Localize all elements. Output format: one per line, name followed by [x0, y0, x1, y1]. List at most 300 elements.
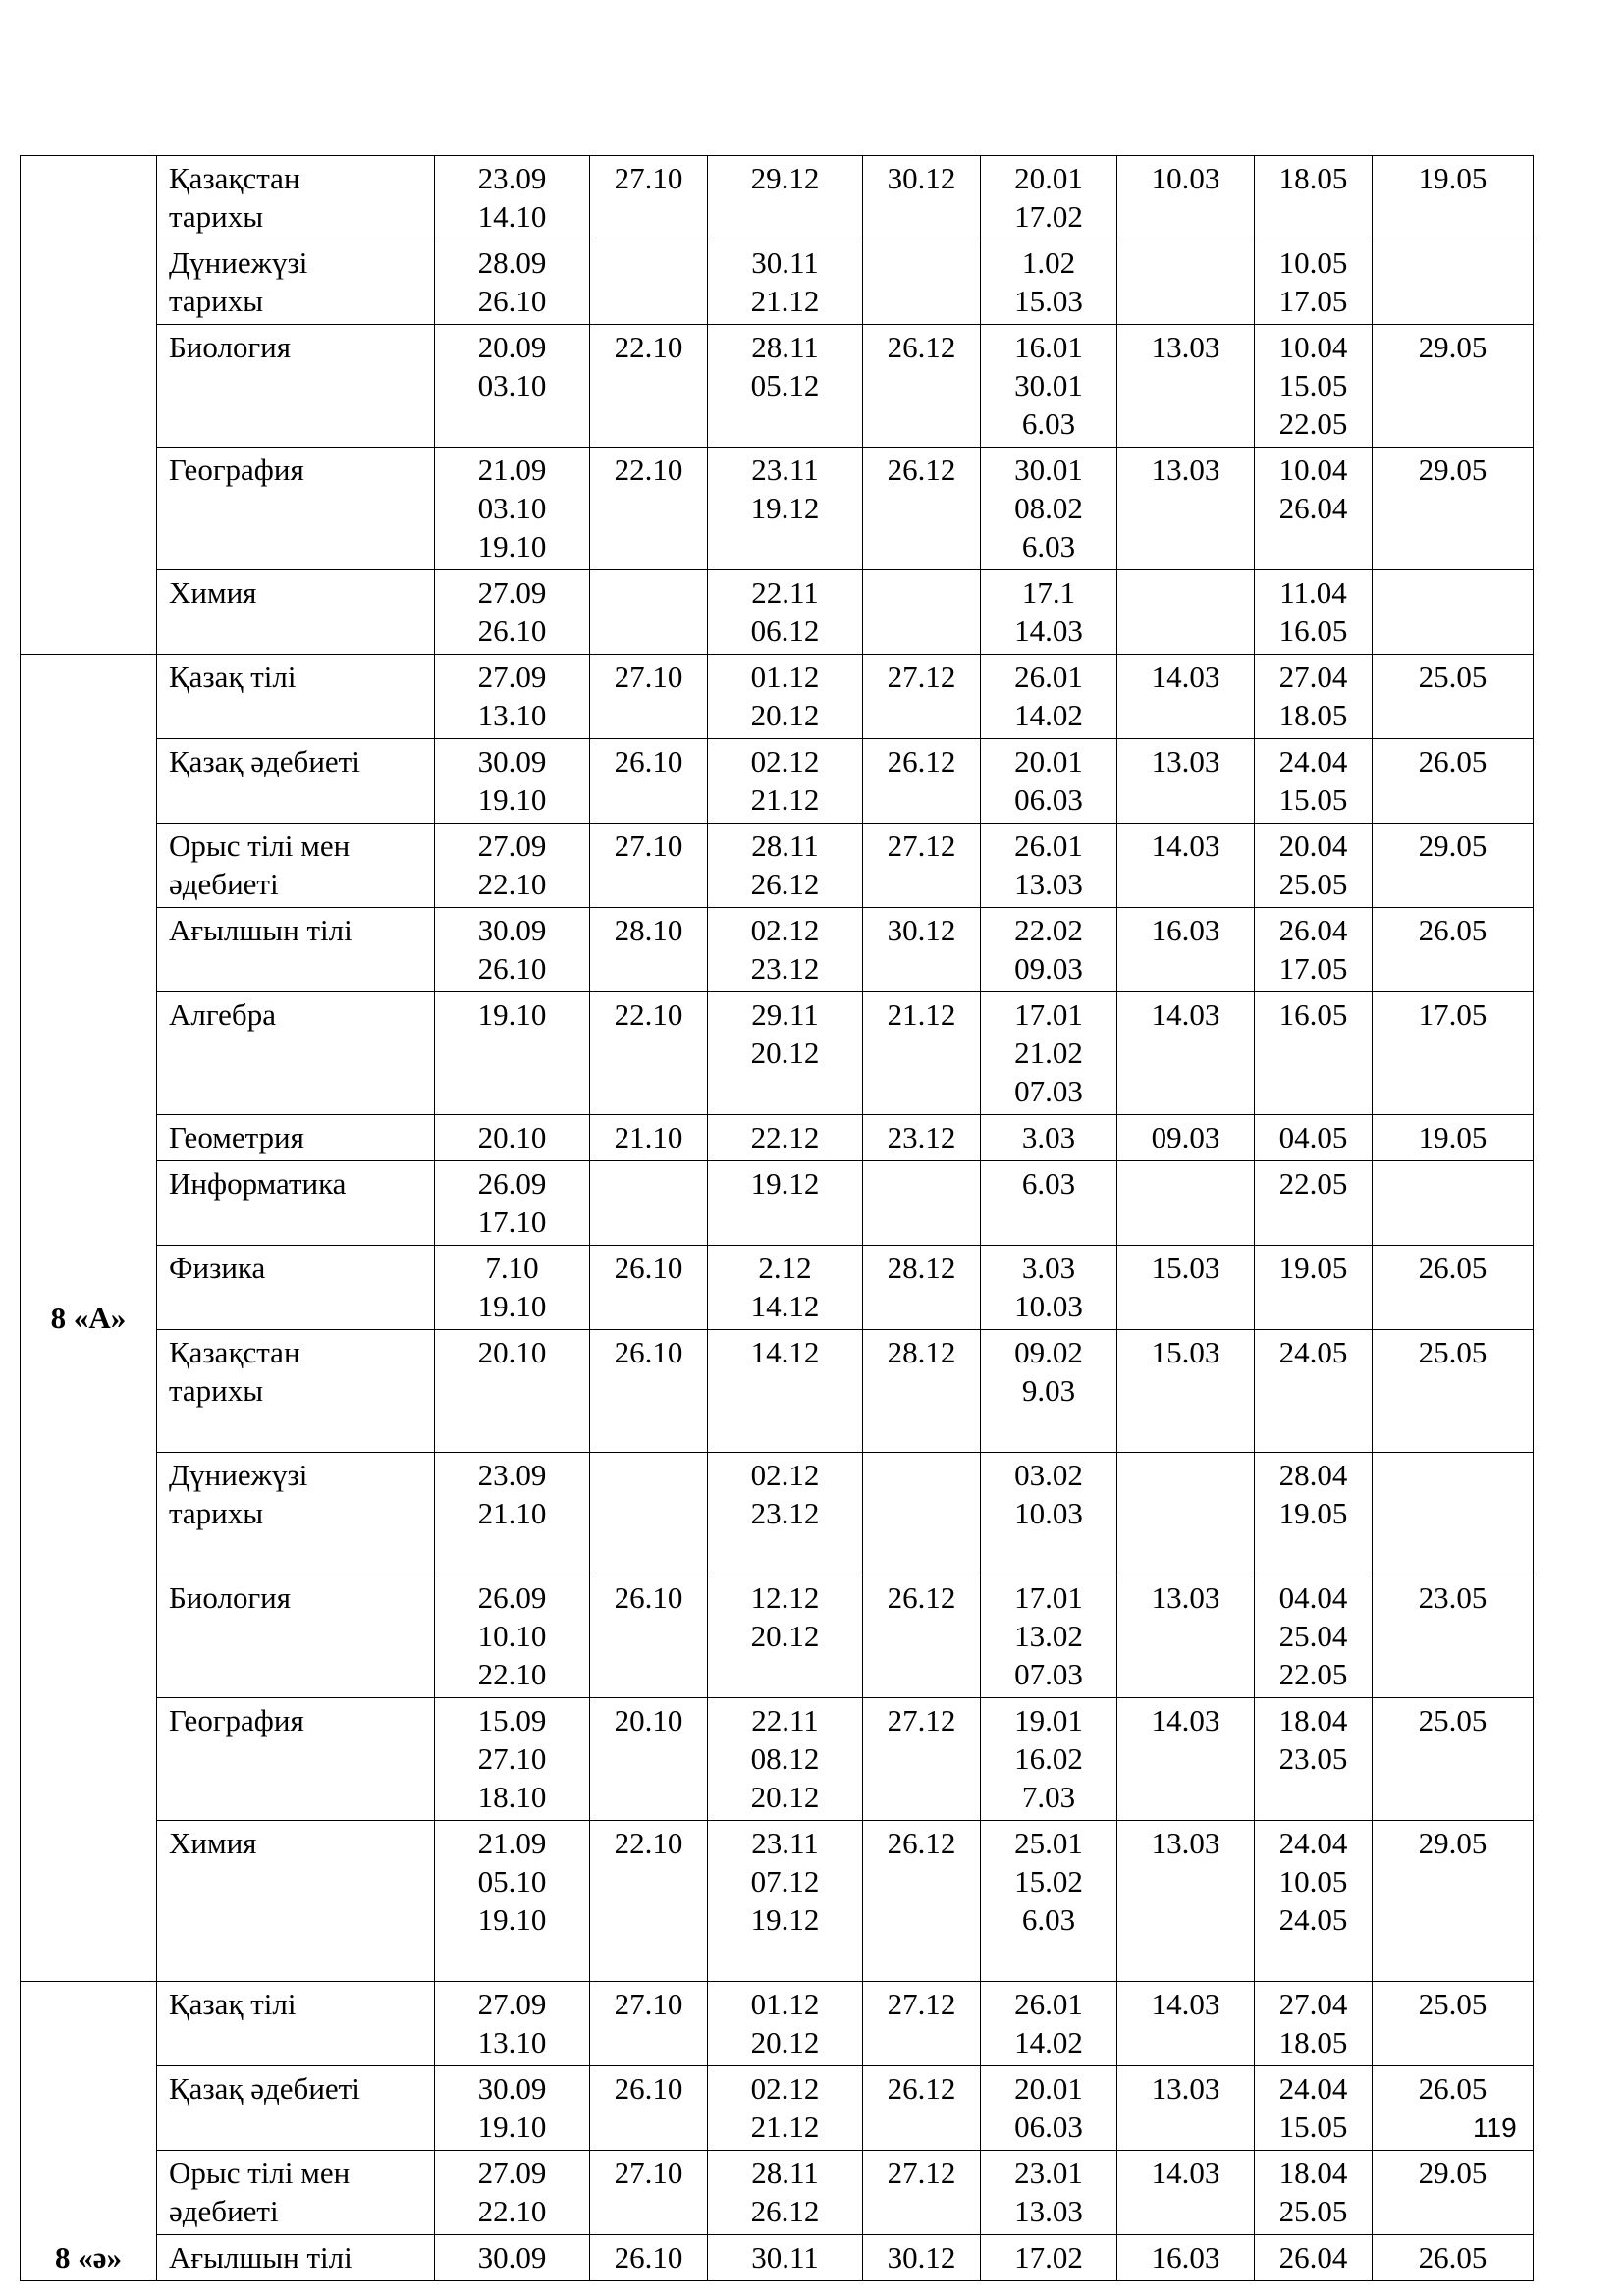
date-cell — [863, 992, 981, 1115]
date-cell — [590, 240, 708, 325]
date-cell — [590, 2066, 708, 2151]
cell-line: 20.01 — [1014, 744, 1083, 778]
cell-line: Қазақ тілі — [169, 660, 297, 694]
cell-line: 02.12 — [750, 913, 820, 947]
cell-line: 01.12 — [750, 1987, 820, 2021]
cell-line: 09.02 — [1014, 1335, 1083, 1369]
cell-line: 13.03 — [1014, 2194, 1083, 2228]
page-number: 119 — [1473, 2112, 1517, 2143]
date-cell — [708, 1115, 863, 1161]
cell-line: 13.02 — [1014, 1619, 1083, 1653]
table-row — [21, 1982, 1534, 2066]
date-cell — [1373, 1161, 1534, 1246]
date-cell — [981, 570, 1117, 655]
cell-line: 20.09 — [477, 330, 547, 364]
cell-line: 19.10 — [477, 1902, 547, 1937]
date-cell — [435, 1575, 590, 1698]
class-label-cell — [21, 1982, 157, 2281]
cell-line: 2.12 — [758, 1251, 812, 1285]
cell-line: 27.10 — [614, 828, 683, 863]
date-cell — [981, 908, 1117, 992]
date-cell — [1255, 908, 1373, 992]
cell-line: 27.09 — [477, 575, 547, 610]
cell-line: 30.09 — [477, 2240, 547, 2274]
cell-line: 16.05 — [1278, 997, 1348, 1032]
cell-line: Биология — [169, 330, 292, 364]
date-cell — [1255, 1161, 1373, 1246]
subject-cell — [157, 2151, 435, 2235]
cell-line: 22.10 — [614, 330, 683, 364]
date-cell — [590, 156, 708, 240]
cell-line: 29.11 — [751, 997, 819, 1032]
cell-line: 26.12 — [887, 744, 956, 778]
cell-line: 30.11 — [751, 245, 819, 280]
subject-cell — [157, 325, 435, 448]
cell-line: 19.05 — [1278, 1496, 1348, 1530]
date-cell — [1117, 908, 1255, 992]
subject-cell — [157, 2066, 435, 2151]
cell-line: 22.10 — [614, 453, 683, 487]
class-label-cell — [21, 156, 157, 655]
date-cell — [590, 1330, 708, 1453]
cell-line: 25.05 — [1418, 1987, 1488, 2021]
cell-line: 14.03 — [1151, 997, 1220, 1032]
date-cell — [590, 1698, 708, 1821]
cell-line: 9.03 — [1021, 1373, 1076, 1408]
cell-line: 10.04 — [1278, 453, 1348, 487]
cell-line: Физика — [169, 1251, 266, 1285]
date-cell — [708, 1982, 863, 2066]
cell-line: тарихы — [169, 1496, 264, 1530]
date-cell — [863, 2235, 981, 2281]
cell-line: 26.01 — [1014, 828, 1083, 863]
cell-line: 17.05 — [1418, 997, 1488, 1032]
cell-line: 15.03 — [1151, 1335, 1220, 1369]
date-cell — [435, 1982, 590, 2066]
date-cell — [1373, 570, 1534, 655]
cell-line: 18.05 — [1278, 161, 1348, 195]
cell-line: 26.10 — [614, 1580, 683, 1615]
date-cell — [1117, 1115, 1255, 1161]
table-row — [21, 1161, 1534, 1246]
cell-line: 20.12 — [750, 1780, 820, 1814]
date-cell — [1117, 2235, 1255, 2281]
date-cell — [435, 570, 590, 655]
date-cell — [435, 1115, 590, 1161]
date-cell — [981, 325, 1117, 448]
date-cell — [590, 1161, 708, 1246]
date-cell — [590, 325, 708, 448]
cell-line: 27.10 — [477, 1741, 547, 1776]
date-cell — [435, 1161, 590, 1246]
date-cell — [1255, 1821, 1373, 1982]
cell-line: 26.12 — [887, 330, 956, 364]
cell-line: 21.09 — [477, 1826, 547, 1860]
subject-cell — [157, 2235, 435, 2281]
cell-line: 23.05 — [1278, 1741, 1348, 1776]
date-cell — [1117, 156, 1255, 240]
cell-line: 23.12 — [750, 1496, 820, 1530]
cell-line: Геометрия — [169, 1120, 304, 1154]
cell-line: Алгебра — [169, 997, 276, 1032]
cell-line: 16.03 — [1151, 913, 1220, 947]
cell-line: 22.11 — [751, 1703, 819, 1737]
date-cell — [435, 240, 590, 325]
table-row — [21, 1575, 1534, 1698]
date-cell — [1117, 1330, 1255, 1453]
cell-line: 28.11 — [751, 2156, 819, 2190]
cell-line: 26.04 — [1278, 491, 1348, 525]
cell-line: 19.10 — [477, 529, 547, 563]
cell-line: 14.03 — [1151, 660, 1220, 694]
date-cell — [1117, 824, 1255, 908]
date-cell — [1255, 1453, 1373, 1575]
date-cell — [1373, 1982, 1534, 2066]
date-cell — [1373, 448, 1534, 570]
date-cell — [590, 908, 708, 992]
date-cell — [981, 655, 1117, 739]
cell-line: 13.03 — [1014, 867, 1083, 901]
cell-line: 08.02 — [1014, 491, 1083, 525]
cell-line: 28.11 — [751, 828, 819, 863]
date-cell — [708, 156, 863, 240]
cell-line: 23.09 — [477, 1458, 547, 1492]
date-cell — [1255, 570, 1373, 655]
cell-line: 7.03 — [1021, 1780, 1076, 1814]
cell-line: 17.1 — [1021, 575, 1076, 610]
cell-line: 25.05 — [1418, 660, 1488, 694]
cell-line: 10.03 — [1014, 1289, 1083, 1323]
cell-line: География — [169, 453, 304, 487]
date-cell — [708, 1575, 863, 1698]
cell-line: 19.12 — [750, 1902, 820, 1937]
date-cell — [981, 2066, 1117, 2151]
table-row — [21, 1821, 1534, 1982]
cell-line: 18.04 — [1278, 1703, 1348, 1737]
cell-line: 20.10 — [614, 1703, 683, 1737]
cell-line: әдебиеті — [169, 867, 279, 901]
cell-line: 6.03 — [1021, 1902, 1076, 1937]
cell-line: Ағылшын тілі — [169, 2240, 352, 2274]
date-cell — [1255, 655, 1373, 739]
cell-line: 15.05 — [1278, 782, 1348, 817]
date-cell — [1373, 240, 1534, 325]
cell-line: 16.01 — [1014, 330, 1083, 364]
date-cell — [590, 1115, 708, 1161]
date-cell — [708, 1821, 863, 1982]
cell-line: 15.03 — [1014, 284, 1083, 318]
cell-line: 14.12 — [750, 1335, 820, 1369]
cell-line: 17.01 — [1014, 1580, 1083, 1615]
cell-line: 20.10 — [477, 1335, 547, 1369]
date-cell — [708, 1698, 863, 1821]
date-cell — [1373, 1115, 1534, 1161]
table-row — [21, 739, 1534, 824]
cell-line: 23.12 — [887, 1120, 956, 1154]
subject-cell — [157, 1246, 435, 1330]
date-cell — [863, 1821, 981, 1982]
cell-line: 26.05 — [1418, 2240, 1488, 2274]
cell-line: 17.01 — [1014, 997, 1083, 1032]
cell-line: 13.03 — [1151, 453, 1220, 487]
cell-line: 28.09 — [477, 245, 547, 280]
cell-line — [169, 1532, 426, 1571]
cell-line: 17.05 — [1278, 284, 1348, 318]
cell-line: 24.05 — [1278, 1902, 1348, 1937]
cell-line: 22.05 — [1278, 1657, 1348, 1691]
cell-line: 17.10 — [477, 1204, 547, 1239]
cell-line: 14.03 — [1151, 1987, 1220, 2021]
date-cell — [590, 992, 708, 1115]
cell-line: 30.12 — [887, 913, 956, 947]
date-cell — [1255, 824, 1373, 908]
date-cell — [590, 2235, 708, 2281]
cell-line — [169, 1410, 426, 1448]
date-cell — [1373, 156, 1534, 240]
cell-line: 27.09 — [477, 828, 547, 863]
cell-line: 1.02 — [1021, 245, 1076, 280]
cell-line: 16.05 — [1278, 614, 1348, 648]
date-cell — [1373, 1698, 1534, 1821]
cell-line: 26.05 — [1418, 1251, 1488, 1285]
subject-cell — [157, 240, 435, 325]
date-cell — [863, 655, 981, 739]
cell-line: 10.04 — [1278, 330, 1348, 364]
date-cell — [863, 156, 981, 240]
cell-line: 30.09 — [477, 913, 547, 947]
date-cell — [1255, 1115, 1373, 1161]
date-cell — [1255, 1698, 1373, 1821]
date-cell — [981, 1453, 1117, 1575]
cell-line: 16.03 — [1151, 2240, 1220, 2274]
date-cell — [435, 156, 590, 240]
date-cell — [981, 156, 1117, 240]
date-cell — [708, 2235, 863, 2281]
subject-cell — [157, 739, 435, 824]
date-cell — [863, 570, 981, 655]
cell-line: 27.12 — [887, 2156, 956, 2190]
date-cell — [863, 1698, 981, 1821]
cell-line: әдебиеті — [169, 2194, 279, 2228]
date-cell — [435, 1821, 590, 1982]
cell-line: 19.12 — [750, 1166, 820, 1201]
date-cell — [708, 739, 863, 824]
table-row — [21, 2235, 1534, 2281]
cell-line: 14.10 — [477, 199, 547, 234]
date-cell — [590, 570, 708, 655]
cell-line: 26.10 — [477, 284, 547, 318]
date-cell — [863, 1246, 981, 1330]
cell-line: 07.12 — [750, 1864, 820, 1898]
cell-line: 27.12 — [887, 660, 956, 694]
cell-line: 30.01 — [1014, 453, 1083, 487]
cell-line: 26.09 — [477, 1166, 547, 1201]
cell-line: 22.11 — [751, 575, 819, 610]
date-cell — [981, 1115, 1117, 1161]
cell-line: 14.03 — [1151, 2156, 1220, 2190]
cell-line: 27.12 — [887, 1987, 956, 2021]
date-cell — [590, 1246, 708, 1330]
date-cell — [1373, 655, 1534, 739]
subject-cell — [157, 570, 435, 655]
cell-line: 10.03 — [1151, 161, 1220, 195]
date-cell — [708, 655, 863, 739]
cell-line: 20.12 — [750, 1036, 820, 1070]
cell-line: 19.10 — [477, 2109, 547, 2144]
cell-line: 30.09 — [477, 2071, 547, 2106]
date-cell — [981, 240, 1117, 325]
date-cell — [863, 325, 981, 448]
date-cell — [1255, 2151, 1373, 2235]
cell-line: 26.10 — [614, 1335, 683, 1369]
cell-line: 10.03 — [1014, 1496, 1083, 1530]
cell-line: 22.10 — [477, 2194, 547, 2228]
date-cell — [590, 1453, 708, 1575]
date-cell — [863, 2151, 981, 2235]
cell-line: 24.04 — [1278, 744, 1348, 778]
table-row — [21, 1453, 1534, 1575]
date-cell — [863, 824, 981, 908]
cell-line: 23.01 — [1014, 2156, 1083, 2190]
date-cell — [863, 1982, 981, 2066]
date-cell — [435, 908, 590, 992]
cell-line: 21.12 — [750, 284, 820, 318]
cell-line: 19.05 — [1418, 1120, 1488, 1154]
cell-line: 08.12 — [750, 1741, 820, 1776]
cell-line: 30.09 — [477, 744, 547, 778]
cell-line: 28.11 — [751, 330, 819, 364]
cell-line: 26.12 — [887, 2071, 956, 2106]
date-cell — [863, 739, 981, 824]
date-cell — [1255, 1246, 1373, 1330]
cell-line: 15.05 — [1278, 2109, 1348, 2144]
cell-line: 27.09 — [477, 1987, 547, 2021]
cell-line: 20.01 — [1014, 2071, 1083, 2106]
date-cell — [435, 2066, 590, 2151]
date-cell — [708, 992, 863, 1115]
cell-line: Қазақстан — [169, 1335, 300, 1369]
cell-line: 17.02 — [1014, 199, 1083, 234]
date-cell — [435, 1453, 590, 1575]
date-cell — [1117, 655, 1255, 739]
cell-line: 22.10 — [477, 867, 547, 901]
cell-line: 02.12 — [750, 1458, 820, 1492]
cell-line: 07.03 — [1014, 1074, 1083, 1108]
date-cell — [1255, 2066, 1373, 2151]
subject-cell — [157, 655, 435, 739]
cell-line: 03.02 — [1014, 1458, 1083, 1492]
cell-line: 28.10 — [614, 913, 683, 947]
date-cell — [1117, 739, 1255, 824]
date-cell — [435, 655, 590, 739]
date-cell — [1373, 325, 1534, 448]
date-cell — [1373, 2235, 1534, 2281]
table-row — [21, 570, 1534, 655]
subject-cell — [157, 448, 435, 570]
cell-line: 27.12 — [887, 1703, 956, 1737]
cell-line: 3.03 — [1021, 1120, 1076, 1154]
date-cell — [1117, 325, 1255, 448]
cell-line: 26.12 — [750, 867, 820, 901]
cell-line: 6.03 — [1021, 1166, 1076, 1201]
date-cell — [1373, 1330, 1534, 1453]
cell-line: 11.04 — [1279, 575, 1347, 610]
cell-line: 30.12 — [887, 161, 956, 195]
cell-line: 26.12 — [887, 453, 956, 487]
table-row — [21, 2151, 1534, 2235]
date-cell — [981, 1821, 1117, 1982]
cell-line: 26.12 — [750, 2194, 820, 2228]
cell-line: 10.05 — [1278, 245, 1348, 280]
date-cell — [708, 2066, 863, 2151]
cell-line: Қазақ тілі — [169, 1987, 297, 2021]
cell-line: 29.05 — [1418, 2156, 1488, 2190]
date-cell — [981, 992, 1117, 1115]
cell-line: тарихы — [169, 1373, 264, 1408]
date-cell — [590, 739, 708, 824]
cell-line: 6.03 — [1021, 529, 1076, 563]
subject-cell — [157, 1575, 435, 1698]
date-cell — [590, 2151, 708, 2235]
cell-line: 21.09 — [477, 453, 547, 487]
cell-line: 23.12 — [750, 951, 820, 986]
cell-line: 29.12 — [750, 161, 820, 195]
cell-line: 17.02 — [1014, 2240, 1083, 2274]
cell-line: 26.01 — [1014, 660, 1083, 694]
date-cell — [435, 2151, 590, 2235]
date-cell — [981, 1575, 1117, 1698]
date-cell — [708, 1161, 863, 1246]
date-cell — [1255, 1330, 1373, 1453]
cell-line: 22.10 — [614, 997, 683, 1032]
cell-line: 01.12 — [750, 660, 820, 694]
cell-line: 05.10 — [477, 1864, 547, 1898]
table-row — [21, 992, 1534, 1115]
cell-line: 26.10 — [614, 2240, 683, 2274]
date-cell — [1255, 156, 1373, 240]
date-cell — [1255, 240, 1373, 325]
cell-line: Дүниежүзі — [169, 245, 308, 280]
cell-line: 25.05 — [1278, 867, 1348, 901]
date-cell — [1117, 1575, 1255, 1698]
date-cell — [1373, 908, 1534, 992]
date-cell — [981, 2235, 1117, 2281]
cell-line: тарихы — [169, 199, 264, 234]
date-cell — [863, 240, 981, 325]
subject-cell — [157, 908, 435, 992]
date-cell — [1373, 1821, 1534, 1982]
cell-line: 05.12 — [750, 368, 820, 402]
class-label: 8 «ә» — [54, 2240, 122, 2274]
cell-line: 14.12 — [750, 1289, 820, 1323]
date-cell — [1255, 325, 1373, 448]
cell-line: 15.02 — [1014, 1864, 1083, 1898]
cell-line: 03.10 — [477, 368, 547, 402]
date-cell — [1117, 1246, 1255, 1330]
cell-line: 21.12 — [750, 782, 820, 817]
cell-line: 13.03 — [1151, 1580, 1220, 1615]
date-cell — [1373, 992, 1534, 1115]
date-cell — [1373, 1246, 1534, 1330]
cell-line: 13.03 — [1151, 1826, 1220, 1860]
date-cell — [590, 1982, 708, 2066]
schedule-table — [20, 155, 1534, 2281]
subject-cell — [157, 992, 435, 1115]
cell-line: 26.05 — [1418, 744, 1488, 778]
date-cell — [435, 992, 590, 1115]
date-cell — [863, 2066, 981, 2151]
cell-line: 26.12 — [887, 1826, 956, 1860]
